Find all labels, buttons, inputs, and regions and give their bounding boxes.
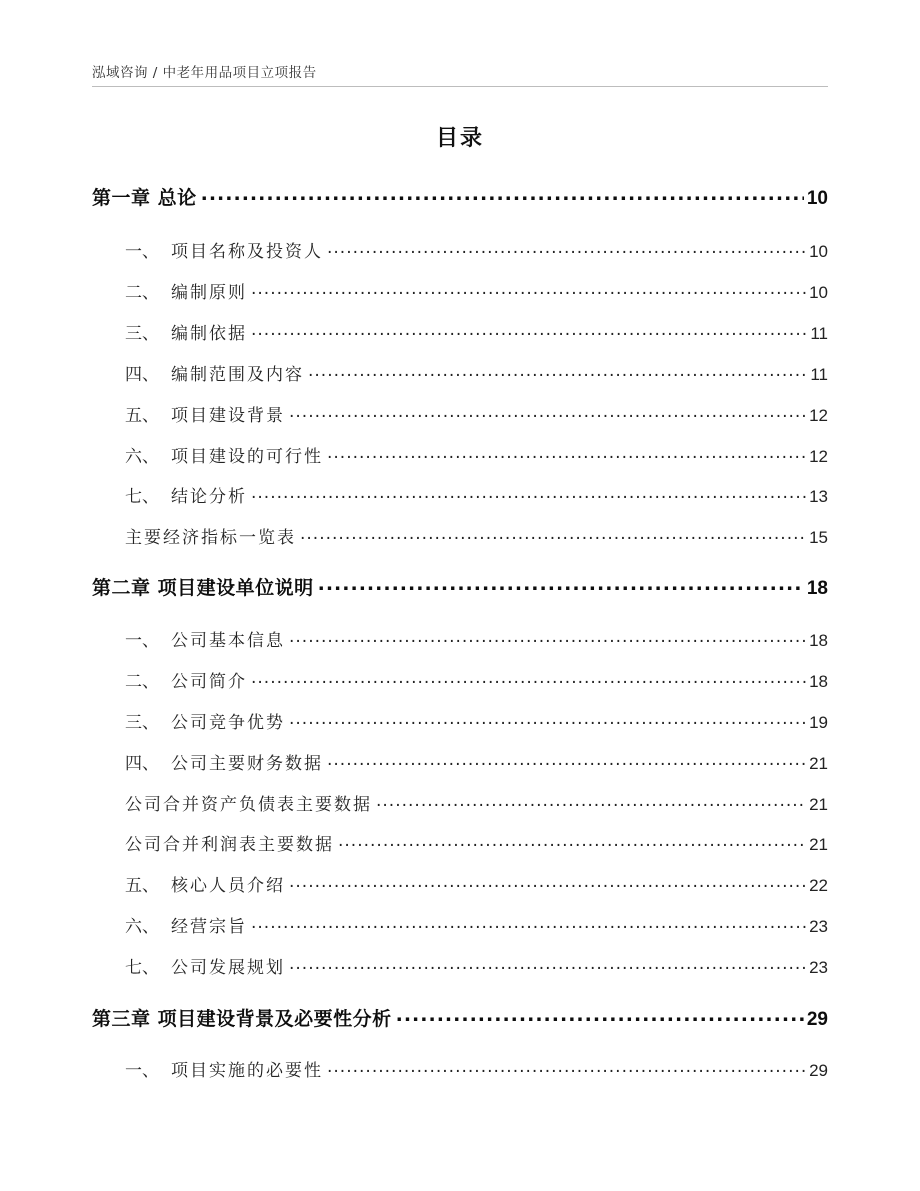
dot-leader (318, 575, 804, 594)
toc-entry-number: 一、 (125, 1061, 159, 1081)
dot-leader (308, 363, 807, 380)
toc-entry-page-number: 10 (806, 188, 828, 209)
toc-entry-label: 公司发展规划 (171, 958, 285, 978)
toc-entry-page-number: 18 (809, 631, 828, 650)
dot-leader (327, 1059, 806, 1076)
toc-entry-label: 第三章 项目建设背景及必要性分析 (92, 1008, 392, 1030)
toc-entry-number: 四、 (125, 754, 159, 774)
toc-entry-number: 二、 (125, 283, 159, 303)
toc-entry-label: 主要经济指标一览表 (125, 528, 296, 548)
toc-entry-page-number: 12 (809, 447, 828, 466)
toc-entry-label: 编制依据 (171, 324, 247, 344)
running-header: 泓域咨询 / 中老年用品项目立项报告 (92, 65, 317, 81)
toc-entry-number: 七、 (125, 958, 159, 978)
dot-leader (251, 670, 806, 687)
dot-leader (327, 752, 806, 769)
toc-entry-page-number: 18 (809, 672, 828, 691)
header-divider (92, 86, 828, 87)
toc-section-entry[interactable] (92, 1056, 828, 1081)
toc-chapter-entry[interactable] (92, 1004, 828, 1031)
toc-entry-label: 编制原则 (171, 283, 247, 303)
dot-leader (289, 629, 806, 646)
toc-entry-number: 二、 (125, 672, 159, 692)
toc-entry-label: 公司主要财务数据 (171, 754, 323, 774)
dot-leader (289, 874, 806, 891)
toc-entry-number: 一、 (125, 631, 159, 651)
toc-section-entry[interactable] (92, 830, 828, 855)
toc-section-entry[interactable] (92, 523, 828, 548)
dot-leader (396, 1006, 804, 1025)
dot-leader (289, 404, 806, 421)
toc-entry-page-number: 22 (809, 876, 828, 895)
toc-entry-page-number: 15 (809, 528, 828, 547)
toc-entry-label: 公司竞争优势 (171, 713, 285, 733)
toc-entry-page-number: 11 (810, 324, 828, 343)
toc-section-entry[interactable] (92, 237, 828, 262)
toc-entry-number: 六、 (125, 447, 159, 467)
dot-leader (251, 281, 806, 298)
toc-entry-label: 公司合并利润表主要数据 (125, 835, 334, 855)
toc-entry-page-number: 21 (809, 795, 828, 814)
toc-section-entry[interactable] (92, 708, 828, 733)
toc-entry-page-number: 13 (809, 487, 828, 506)
toc-entry-page-number: 29 (806, 1009, 828, 1030)
toc-entry-label: 第二章 项目建设单位说明 (92, 577, 314, 599)
toc-section-entry[interactable] (92, 667, 828, 692)
toc-section-entry[interactable] (92, 482, 828, 507)
toc-entry-label: 公司简介 (171, 672, 247, 692)
toc-entry-number: 四、 (125, 365, 159, 385)
toc-entry-page-number: 18 (806, 578, 828, 599)
toc-entry-label: 核心人员介绍 (171, 876, 285, 896)
toc-entry-page-number: 29 (809, 1061, 828, 1080)
toc-section-entry[interactable] (92, 790, 828, 815)
dot-leader (300, 526, 806, 543)
toc-section-entry[interactable] (92, 749, 828, 774)
toc-section-entry[interactable] (92, 953, 828, 978)
dot-leader (327, 445, 806, 462)
dot-leader (289, 956, 806, 973)
toc-entry-number: 七、 (125, 487, 159, 507)
dot-leader (251, 915, 806, 932)
dot-leader (289, 711, 806, 728)
toc-chapter-entry[interactable] (92, 573, 828, 600)
toc-entry-label: 项目名称及投资人 (171, 242, 323, 262)
toc-entry-page-number: 19 (809, 713, 828, 732)
toc-entry-page-number: 10 (809, 242, 828, 261)
toc-entry-label: 项目实施的必要性 (171, 1061, 323, 1081)
toc-entry-page-number: 21 (809, 754, 828, 773)
toc-entry-label: 经营宗旨 (171, 917, 247, 937)
toc-section-entry[interactable] (92, 912, 828, 937)
toc-entry-page-number: 10 (809, 283, 828, 302)
toc-entry-number: 三、 (125, 713, 159, 733)
dot-leader (201, 185, 804, 204)
toc-section-entry[interactable] (92, 278, 828, 303)
toc-entry-number: 三、 (125, 324, 159, 344)
toc-entry-label: 项目建设背景 (171, 406, 285, 426)
toc-entry-number: 一、 (125, 242, 159, 262)
toc-section-entry[interactable] (92, 442, 828, 467)
toc-entry-page-number: 11 (810, 365, 828, 384)
dot-leader (338, 833, 806, 850)
toc-title: 目录 (435, 126, 484, 151)
toc-entry-page-number: 21 (809, 835, 828, 854)
toc-entry-label: 公司基本信息 (171, 631, 285, 651)
toc-entry-page-number: 23 (809, 917, 828, 936)
dot-leader (251, 485, 806, 502)
toc-section-entry[interactable] (92, 871, 828, 896)
toc-entry-label: 第一章 总论 (92, 187, 197, 209)
toc-section-entry[interactable] (92, 319, 828, 344)
toc-entry-label: 项目建设的可行性 (171, 447, 323, 467)
toc-entry-number: 六、 (125, 917, 159, 937)
toc-entry-label: 结论分析 (171, 487, 247, 507)
toc-entry-label: 编制范围及内容 (171, 365, 304, 385)
toc-section-entry[interactable] (92, 626, 828, 651)
toc-entry-number: 五、 (125, 406, 159, 426)
toc-entry-page-number: 12 (809, 406, 828, 425)
dot-leader (251, 322, 807, 339)
toc-section-entry[interactable] (92, 401, 828, 426)
toc-chapter-entry[interactable] (92, 183, 828, 210)
toc-entry-page-number: 23 (809, 958, 828, 977)
dot-leader (376, 793, 806, 810)
toc-section-entry[interactable] (92, 360, 828, 385)
toc-entry-number: 五、 (125, 876, 159, 896)
toc-entry-label: 公司合并资产负债表主要数据 (125, 795, 372, 815)
dot-leader (327, 240, 806, 257)
